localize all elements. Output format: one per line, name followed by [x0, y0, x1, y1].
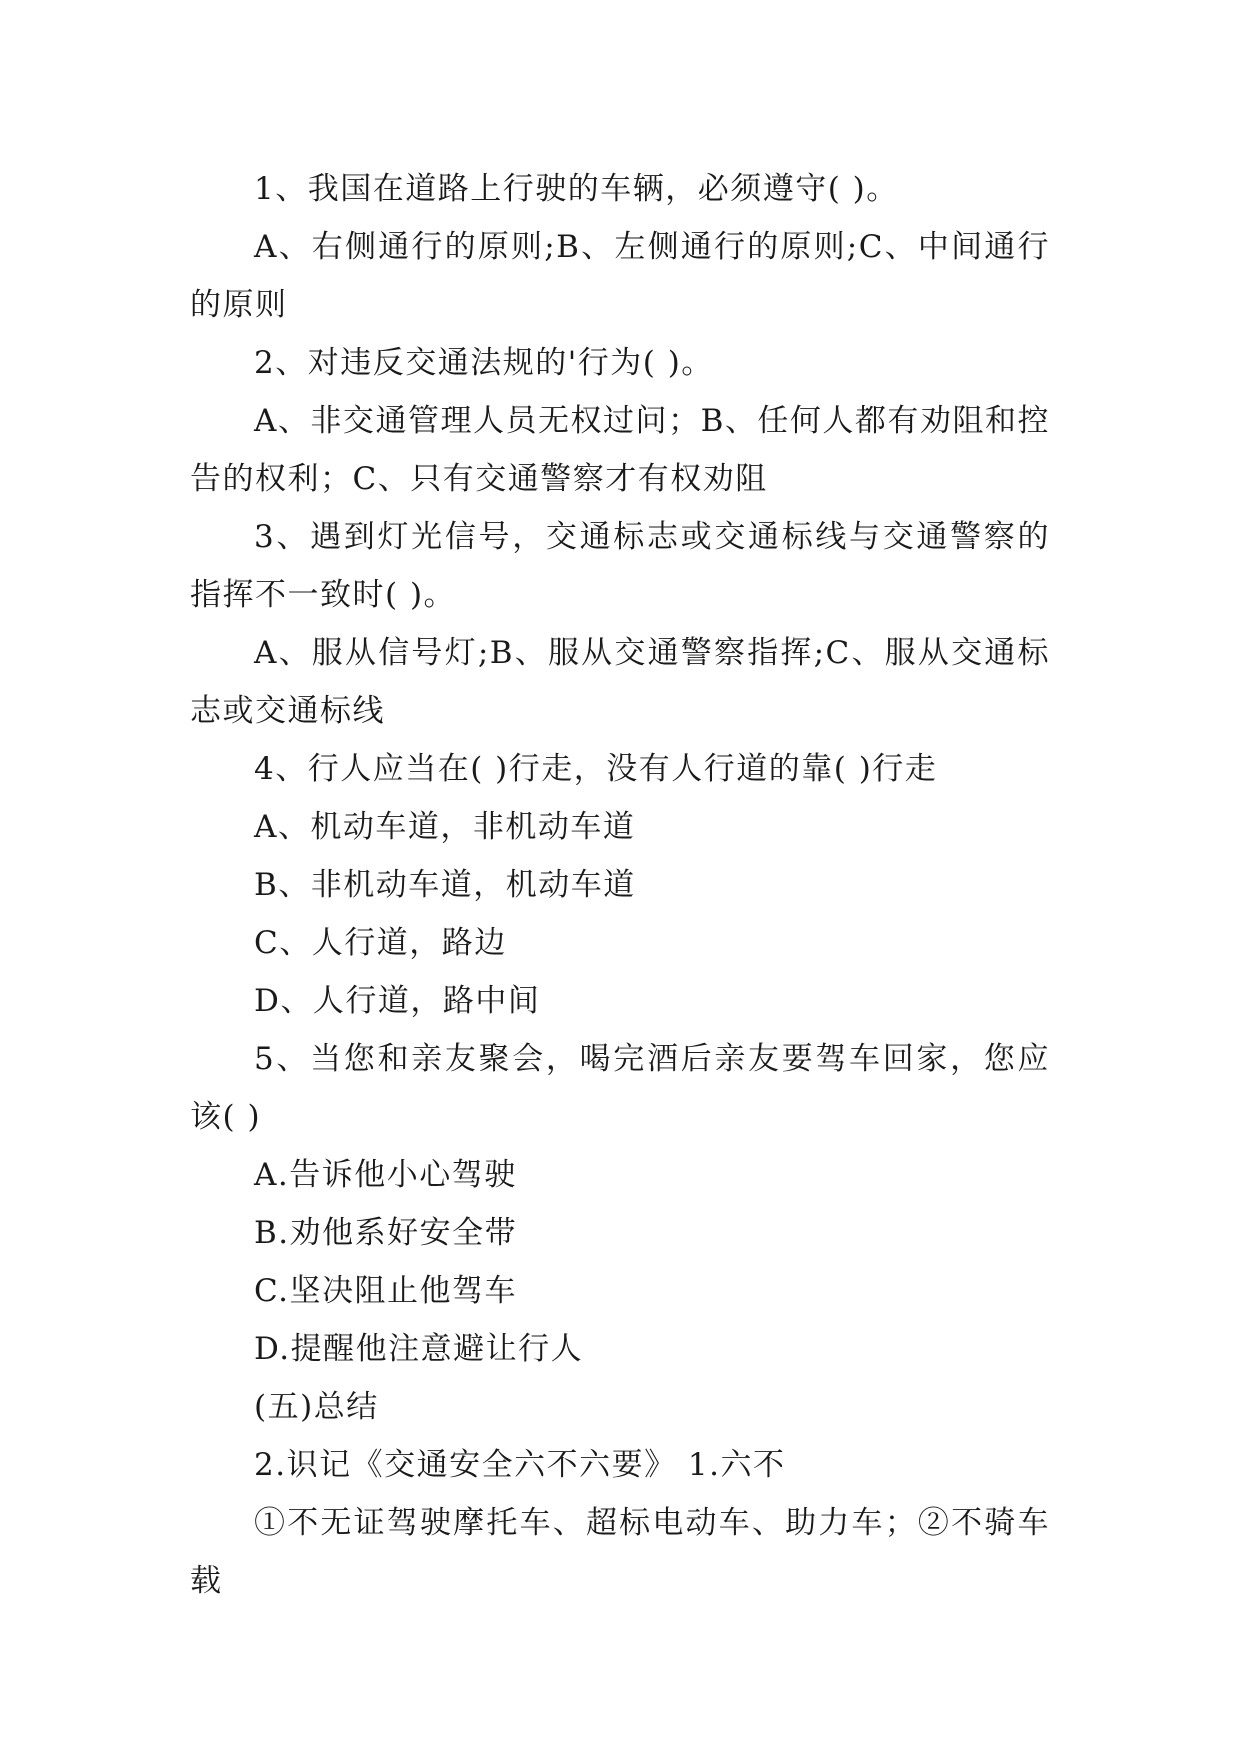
question-3-options: A、服从信号灯;B、服从交通警察指挥;C、服从交通标志或交通标线 — [190, 635, 1050, 729]
question-2: 2、对违反交通法规的'行为( )。 — [254, 345, 714, 381]
question-5-option-d: D.提醒他注意避让行人 — [254, 1331, 584, 1367]
question-5: 5、当您和亲友聚会，喝完酒后亲友要驾车回家，您应该( ) — [190, 1041, 1050, 1135]
section-heading: (五)总结 — [254, 1389, 379, 1425]
document-body — [190, 160, 1050, 1610]
rule-list-text: ①不无证驾驶摩托车、超标电动车、助力车；②不骑车载 — [190, 1505, 1050, 1599]
question-3: 3、遇到灯光信号，交通标志或交通标线与交通警察的指挥不一致时( )。 — [190, 519, 1050, 613]
question-2-options: A、非交通管理人员无权过问；B、任何人都有劝阻和控告的权利；C、只有交通警察才有权劝阻 — [190, 403, 1050, 497]
question-4-option-b: B、非机动车道，机动车道 — [254, 867, 636, 903]
question-1: 1、我国在道路上行驶的车辆，必须遵守( )。 — [254, 171, 899, 207]
question-4-option-a: A、机动车道，非机动车道 — [254, 809, 636, 845]
question-4-option-d: D、人行道，路中间 — [254, 983, 541, 1019]
question-5-option-a: A.告诉他小心驾驶 — [254, 1157, 517, 1193]
question-4: 4、行人应当在( )行走，没有人行道的靠( )行走 — [254, 751, 938, 787]
memorize-heading: 2.识记《交通安全六不六要》 1.六不 — [254, 1447, 786, 1483]
question-5-option-c: C.坚决阻止他驾车 — [254, 1273, 517, 1309]
question-5-option-b: B.劝他系好安全带 — [254, 1215, 518, 1251]
question-1-options: A、右侧通行的原则;B、左侧通行的原则;C、中间通行的原则 — [190, 229, 1050, 323]
question-4-option-c: C、人行道，路边 — [254, 925, 507, 961]
